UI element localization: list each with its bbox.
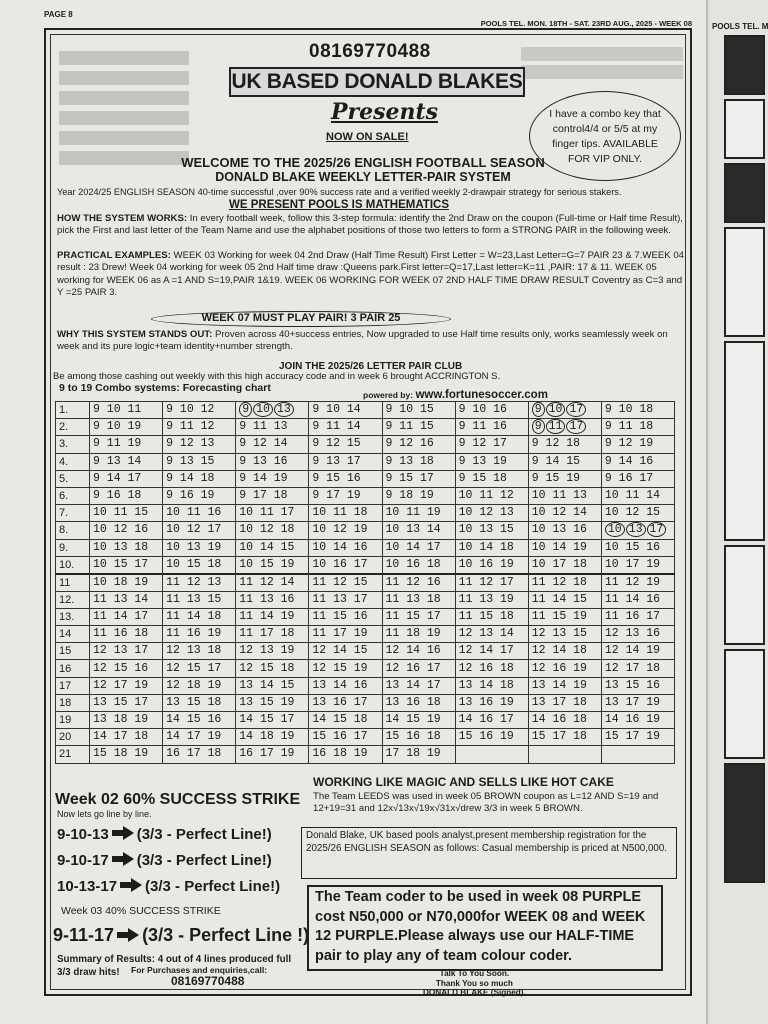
- chart-row: [56, 712, 675, 729]
- chart-cell: 11 15 19: [528, 608, 601, 625]
- chart-cell: 9 15 19: [528, 470, 601, 487]
- chart-cell: 9 10 11: [90, 402, 163, 419]
- chart-cell: 10 11 17: [236, 505, 309, 522]
- chart-cell: 11 16 18: [90, 626, 163, 643]
- chart-cell: 11 13 17: [309, 591, 382, 608]
- chart-cell: 9 15 16: [309, 470, 382, 487]
- chart-cell: 15 17 18: [528, 729, 601, 746]
- chart-row-number: 18: [56, 694, 90, 711]
- result-4-text: (3/3 - Perfect Line !): [142, 925, 310, 945]
- advert-title: UK BASED DONALD BLAKES: [229, 67, 525, 97]
- chart-cell: 12 13 14: [455, 626, 528, 643]
- circled-number: 13: [626, 522, 646, 537]
- chart-cell: 10 16 19: [455, 556, 528, 574]
- chart-cell: 10 11 16: [163, 505, 236, 522]
- chart-cell: 14 17 19: [163, 729, 236, 746]
- circled-number: 10: [253, 402, 273, 417]
- adjacent-ad-4: [724, 227, 765, 337]
- chart-row-number: 5.: [56, 470, 90, 487]
- leeds-example: The Team LEEDS was used in week 05 BROWN coupon as L=12 AND S=19 and 12+19=31 and 12x√13x√19x√31x√drew 3/3 in week 5 BROWN.: [313, 791, 659, 815]
- adjacent-page-header: POOLS TEL. M: [712, 22, 768, 31]
- membership-box: Donald Blake, UK based pools analyst,present membership registration for the 2025/26 ENGLISH SEASON as follows: Casual membership is priced at N500,000.: [301, 827, 677, 879]
- chart-cell: 9 14 16: [601, 453, 674, 470]
- chart-cell: 11 15 17: [382, 608, 455, 625]
- chart-cell: 10 14 18: [455, 539, 528, 556]
- cashing-line: Be among those cashing out weekly with this high accuracy code and in week 6 brought ACCRINGTON S.: [53, 371, 501, 382]
- signoff-line-2: Thank You so much: [435, 978, 513, 988]
- chart-cell: 9 11 15: [382, 419, 455, 436]
- powered-by: [363, 389, 548, 401]
- circled-number: 10: [605, 522, 625, 537]
- chart-cell: 12 16 19: [528, 660, 601, 677]
- chart-cell: [455, 746, 528, 763]
- why-text: Proven across 40+success entries, Now upgraded to use Half time results only, works seamlessly week on week and its pure logic+team identity+number strength.: [57, 329, 668, 353]
- chart-cell: 9 10 12: [163, 402, 236, 419]
- chart-cell: 10 14 16: [309, 539, 382, 556]
- arrow-icon: [112, 852, 134, 866]
- result-1-text: (3/3 - Perfect Line!): [136, 826, 272, 843]
- chart-cell: 10 11 18: [309, 505, 382, 522]
- chart-cell: 11 12 15: [309, 574, 382, 592]
- chart-cell: 13 14 17: [382, 677, 455, 694]
- phone-number-bottom: 08169770488: [171, 974, 245, 988]
- website-link[interactable]: www.fortunesoccer.com: [415, 389, 548, 401]
- chart-cell: 12 14 15: [309, 643, 382, 660]
- chart-cell: 11 13 19: [455, 591, 528, 608]
- chart-cell: 9 13 15: [163, 453, 236, 470]
- chart-cell: 10 12 18: [236, 522, 309, 539]
- why-label: WHY THIS SYSTEM STANDS OUT:: [57, 329, 213, 340]
- chart-cell: 13 18 19: [90, 712, 163, 729]
- chart-cell: 10 12 13: [455, 505, 528, 522]
- chart-row: [56, 556, 675, 574]
- chart-cell: 10 15 17: [90, 556, 163, 574]
- circled-number: 17: [566, 419, 586, 434]
- chart-cell: 10 13 15: [455, 522, 528, 539]
- chart-cell: 12 17 18: [601, 660, 674, 677]
- chart-row: [56, 402, 675, 419]
- chart-row-number: 7.: [56, 505, 90, 522]
- result-4-numbers: 9-11-17: [53, 925, 115, 945]
- chart-cell: 11 14 17: [90, 608, 163, 625]
- chart-cell: 13 14 16: [309, 677, 382, 694]
- chart-cell: 9 16 19: [163, 487, 236, 504]
- chart-cell: 11 13 16: [236, 591, 309, 608]
- result-3-text: (3/3 - Perfect Line!): [145, 878, 281, 895]
- chart-cell: 10 11 15: [90, 505, 163, 522]
- season-record: Year 2024/25 ENGLISH SEASON 40-time successful ,over 90% success rate and a verified weekly 2-drawpair strategy for serious stakers.: [57, 187, 622, 197]
- chart-cell: 12 15 16: [90, 660, 163, 677]
- chart-cell: 15 17 19: [601, 729, 674, 746]
- adjacent-ad-6: [724, 545, 765, 645]
- chart-cell: 9 14 19: [236, 470, 309, 487]
- chart-row-number: 8.: [56, 522, 90, 539]
- chart-cell: 10 11 13: [528, 487, 601, 504]
- now-on-sale: NOW ON SALE!: [326, 131, 409, 143]
- chart-cell: 13 16 17: [309, 694, 382, 711]
- chart-row: [56, 487, 675, 504]
- chart-cell: 10 15 19: [236, 556, 309, 574]
- circled-number: 10: [546, 402, 566, 417]
- chart-cell: 13 14 18: [455, 677, 528, 694]
- chart-cell: 13 14 19: [528, 677, 601, 694]
- result-line-3: [57, 877, 280, 895]
- chart-cell: 11 14 15: [528, 591, 601, 608]
- chart-cell: 11 18 19: [382, 626, 455, 643]
- chart-cell: 9 12 17: [455, 436, 528, 453]
- chart-cell: 16 17 18: [163, 746, 236, 763]
- chart-row-number: 1.: [56, 402, 90, 419]
- chart-cell: 12 13 18: [163, 643, 236, 660]
- maths-heading: WE PRESENT POOLS IS MATHEMATICS: [229, 199, 449, 211]
- signoff-line-3: DONALD BLAKE (Signed).: [423, 988, 526, 997]
- chart-row-number: 16: [56, 660, 90, 677]
- advert-frame: [44, 28, 692, 996]
- chart-cell: 15 16 18: [382, 729, 455, 746]
- chart-cell: 9 11 12: [163, 419, 236, 436]
- chart-cell: 9 12 14: [236, 436, 309, 453]
- chart-row: [56, 574, 675, 592]
- chart-cell: 11 14 18: [163, 608, 236, 625]
- chart-cell: 10 13 16: [528, 522, 601, 539]
- adjacent-ad-1: [724, 35, 765, 95]
- chart-row: [56, 436, 675, 453]
- chart-cell: 10 13 19: [163, 539, 236, 556]
- chart-cell-circled: [236, 402, 309, 419]
- welcome-heading: WELCOME TO THE 2025/26 ENGLISH FOOTBALL SEASON: [181, 155, 545, 170]
- chart-cell: 9 10 16: [455, 402, 528, 419]
- system-subtitle: DONALD BLAKE WEEKLY LETTER-PAIR SYSTEM: [215, 170, 511, 184]
- chart-cell: 9 12 15: [309, 436, 382, 453]
- result-2-numbers: 9-10-17: [57, 852, 109, 869]
- how-label: HOW THE SYSTEM WORKS:: [57, 213, 188, 224]
- chart-cell: 10 12 16: [90, 522, 163, 539]
- chart-cell: 14 15 18: [309, 712, 382, 729]
- circled-number: 9: [532, 402, 545, 417]
- chart-cell: 11 15 18: [455, 608, 528, 625]
- chart-cell: 11 13 15: [163, 591, 236, 608]
- chart-cell: 9 14 18: [163, 470, 236, 487]
- chart-cell: 9 12 16: [382, 436, 455, 453]
- magic-heading: WORKING LIKE MAGIC AND SELLS LIKE HOT CAKE: [313, 775, 614, 789]
- chart-cell: 11 16 19: [163, 626, 236, 643]
- chart-cell: 14 15 17: [236, 712, 309, 729]
- chart-cell: 10 16 18: [382, 556, 455, 574]
- chart-cell: 15 16 19: [455, 729, 528, 746]
- chart-cell: 9 16 18: [90, 487, 163, 504]
- chart-cell: 10 13 14: [382, 522, 455, 539]
- chart-cell: 12 15 19: [309, 660, 382, 677]
- team-coder-box: The Team coder to be used in week 08 PURPLE cost N50,000 or N70,000for WEEK 08 and WEEK 12 PURPLE.Please always use our HALF-TIME pair to play any of team colour coder.: [307, 885, 663, 971]
- chart-row-number: 2.: [56, 419, 90, 436]
- chart-cell: 9 13 16: [236, 453, 309, 470]
- chart-cell: 12 13 19: [236, 643, 309, 660]
- chart-cell: 11 13 14: [90, 591, 163, 608]
- chart-row: [56, 694, 675, 711]
- chart-cell: 9 12 18: [528, 436, 601, 453]
- presents-heading: Presents: [331, 99, 439, 125]
- chart-cell: 14 16 18: [528, 712, 601, 729]
- chart-cell: 15 16 17: [309, 729, 382, 746]
- chart-row: [56, 660, 675, 677]
- chart-row-number: 13.: [56, 608, 90, 625]
- chart-cell: 9 17 19: [309, 487, 382, 504]
- arrow-icon: [120, 878, 142, 892]
- chart-cell: 9 13 14: [90, 453, 163, 470]
- chart-row: [56, 677, 675, 694]
- chart-cell: 13 17 18: [528, 694, 601, 711]
- chart-cell: 12 13 15: [528, 626, 601, 643]
- chart-row: [56, 419, 675, 436]
- chart-cell: 11 12 13: [163, 574, 236, 592]
- purchase-note: For Purchases and enquiries,call:: [131, 965, 268, 975]
- chart-cell: 11 14 16: [601, 591, 674, 608]
- chart-cell: 12 14 16: [382, 643, 455, 660]
- adjacent-ad-5: [724, 341, 765, 541]
- chart-cell: 9 11 16: [455, 419, 528, 436]
- chart-row-number: 6.: [56, 487, 90, 504]
- result-2-text: (3/3 - Perfect Line!): [136, 852, 272, 869]
- chart-cell: 10 12 17: [163, 522, 236, 539]
- chart-cell: 9 17 18: [236, 487, 309, 504]
- chart-cell: 13 16 19: [455, 694, 528, 711]
- how-it-works: [57, 213, 687, 238]
- chart-cell: 11 12 19: [601, 574, 674, 592]
- join-club-heading: JOIN THE 2025/26 LETTER PAIR CLUB: [279, 361, 463, 372]
- chart-cell: 10 11 19: [382, 505, 455, 522]
- chart-row-number: 19: [56, 712, 90, 729]
- chart-cell: 9 13 17: [309, 453, 382, 470]
- chart-cell-circled: [601, 522, 674, 539]
- chart-cell: 9 14 15: [528, 453, 601, 470]
- week02-strike: Week 02 60% SUCCESS STRIKE: [55, 791, 301, 808]
- chart-row-number: 12.: [56, 591, 90, 608]
- chart-row-number: 9.: [56, 539, 90, 556]
- why-it-stands-out: [57, 329, 687, 354]
- chart-cell: 9 14 17: [90, 470, 163, 487]
- chart-row: [56, 591, 675, 608]
- chart-row-number: 21: [56, 746, 90, 763]
- week07-must-play: WEEK 07 MUST PLAY PAIR! 3 PAIR 25: [151, 311, 451, 327]
- vip-bubble: I have a combo key that control4/4 or 5/5 at my finger tips. AVAILABLE FOR VIP ONLY.: [529, 91, 681, 181]
- chart-cell: 13 15 16: [601, 677, 674, 694]
- chart-cell: 9 18 19: [382, 487, 455, 504]
- forecasting-chart: [55, 401, 675, 764]
- circled-number: 9: [239, 402, 252, 417]
- adjacent-ad-7: [724, 649, 765, 759]
- chart-cell: 12 16 17: [382, 660, 455, 677]
- chart-cell: 9 16 17: [601, 470, 674, 487]
- chart-cell: 16 17 19: [236, 746, 309, 763]
- adjacent-ad-2: [724, 99, 765, 159]
- chart-cell: 11 12 17: [455, 574, 528, 592]
- chart-row: [56, 729, 675, 746]
- chart-row: [56, 453, 675, 470]
- chart-cell: 10 18 19: [90, 574, 163, 592]
- chart-cell: 9 10 14: [309, 402, 382, 419]
- examples-text: WEEK 03 Working for week 04 2nd Draw (Half Time Result) First Letter = W=23,Last Letter=G=7 PAIR 23 & 7.WEEK 04 result : 23 Drew! Week 04 working for week 05 2nd Half time draw :Queens park.First letter=Q=17,Last letter=K=11 ,PAIR: 17 & 11. WEEK 05 working for WEEK 06 as A =1 AND S=19,PAIR 1&19. WEEK 06 WORKING FOR WEEK 07 2ND HALF TIME DRAW RESULT Coventry as C=3 and Y =25 PAIR 3.: [57, 250, 685, 299]
- chart-cell: 12 15 18: [236, 660, 309, 677]
- chart-cell: 14 15 19: [382, 712, 455, 729]
- signoff: [423, 969, 526, 998]
- chart-row: [56, 539, 675, 556]
- chart-cell: [528, 746, 601, 763]
- chart-row: [56, 626, 675, 643]
- powered-label: powered by:: [363, 390, 414, 400]
- circled-number: 9: [532, 419, 545, 434]
- chart-cell: 12 13 17: [90, 643, 163, 660]
- result-line-2: [57, 851, 272, 869]
- arrow-icon: [112, 826, 134, 840]
- chart-cell: 9 13 19: [455, 453, 528, 470]
- chart-row: [56, 470, 675, 487]
- chart-cell: 13 17 19: [601, 694, 674, 711]
- chart-cell: 12 17 19: [90, 677, 163, 694]
- chart-cell: 10 16 17: [309, 556, 382, 574]
- chart-cell: 12 13 16: [601, 626, 674, 643]
- chart-cell: 9 10 18: [601, 402, 674, 419]
- chart-cell: 11 17 19: [309, 626, 382, 643]
- chart-cell: 11 14 19: [236, 608, 309, 625]
- chart-cell: 11 12 18: [528, 574, 601, 592]
- page-header: [0, 0, 706, 28]
- result-line-4: [53, 925, 309, 946]
- chart-row-number: 20: [56, 729, 90, 746]
- chart-cell: 9 12 13: [163, 436, 236, 453]
- adjacent-ad-3: [724, 163, 765, 223]
- chart-cell: 9 10 15: [382, 402, 455, 419]
- chart-cell: 13 16 18: [382, 694, 455, 711]
- circled-number: 17: [566, 402, 586, 417]
- chart-cell: 9 11 13: [236, 419, 309, 436]
- chart-cell: 14 17 18: [90, 729, 163, 746]
- chart-cell: 9 11 19: [90, 436, 163, 453]
- chart-cell: 13 15 19: [236, 694, 309, 711]
- chart-cell: 13 15 17: [90, 694, 163, 711]
- combo-chart-title: 9 to 19 Combo systems: Forecasting chart: [59, 382, 271, 394]
- chart-row: [56, 505, 675, 522]
- chart-cell: 10 11 12: [455, 487, 528, 504]
- adjacent-ad-8: [724, 763, 765, 883]
- chart-cell: 10 15 18: [163, 556, 236, 574]
- bleed-through-right: [521, 43, 683, 87]
- chart-cell: 15 18 19: [90, 746, 163, 763]
- signoff-line-1: Talk To You Soon.: [439, 969, 510, 978]
- chart-cell: 17 18 19: [382, 746, 455, 763]
- examples-label: PRACTICAL EXAMPLES:: [57, 250, 171, 261]
- page-number: PAGE 8: [44, 10, 73, 19]
- results-summary: Summary of Results: 4 out of 4 lines produced full 3/3 draw hits!: [57, 954, 292, 978]
- chart-cell: 9 15 17: [382, 470, 455, 487]
- week03-strike: Week 03 40% SUCCESS STRIKE: [61, 905, 221, 917]
- chart-cell: 13 15 18: [163, 694, 236, 711]
- chart-cell: 11 15 16: [309, 608, 382, 625]
- circled-number: 13: [274, 402, 294, 417]
- chart-cell: 9 12 19: [601, 436, 674, 453]
- chart-row-number: 14: [56, 626, 90, 643]
- chart-cell: 10 15 16: [601, 539, 674, 556]
- page-dateline: POOLS TEL. MON. 18TH - SAT. 23RD AUG., 2025 - WEEK 08: [480, 19, 692, 28]
- chart-row: [56, 522, 675, 539]
- chart-cell: 12 14 17: [455, 643, 528, 660]
- chart-cell: 13 14 15: [236, 677, 309, 694]
- chart-cell: 9 11 14: [309, 419, 382, 436]
- chart-cell: 11 12 14: [236, 574, 309, 592]
- chart-cell: 10 12 14: [528, 505, 601, 522]
- chart-cell: 12 15 17: [163, 660, 236, 677]
- chart-cell: 12 14 18: [528, 643, 601, 660]
- chart-cell: 12 16 18: [455, 660, 528, 677]
- practical-examples: [57, 250, 687, 300]
- chart-cell: 10 17 19: [601, 556, 674, 574]
- chart-cell: 9 11 18: [601, 419, 674, 436]
- chart-row-number: 3.: [56, 436, 90, 453]
- chart-cell: 10 14 17: [382, 539, 455, 556]
- result-3-numbers: 10-13-17: [57, 878, 118, 895]
- circled-number: 17: [647, 522, 667, 537]
- line-by-line-note: Now lets go line by line.: [57, 809, 152, 819]
- chart-cell: 10 17 18: [528, 556, 601, 574]
- chart-cell: 11 12 16: [382, 574, 455, 592]
- chart-cell: 11 17 18: [236, 626, 309, 643]
- chart-cell: 10 11 14: [601, 487, 674, 504]
- chart-cell: 14 16 19: [601, 712, 674, 729]
- phone-number-top: 08169770488: [309, 41, 431, 62]
- chart-cell: 16 18 19: [309, 746, 382, 763]
- circled-number: 11: [546, 419, 566, 434]
- chart-cell: 12 18 19: [163, 677, 236, 694]
- chart-cell: 10 13 18: [90, 539, 163, 556]
- chart-row-number: 10.: [56, 556, 90, 574]
- chart-cell: 9 10 19: [90, 419, 163, 436]
- chart-row: [56, 608, 675, 625]
- chart-row-number: 11: [56, 574, 90, 592]
- chart-cell-circled: [528, 419, 601, 436]
- chart-cell: 9 15 18: [455, 470, 528, 487]
- result-line-1: [57, 825, 272, 843]
- chart-cell: 9 13 18: [382, 453, 455, 470]
- chart-cell: 14 15 16: [163, 712, 236, 729]
- chart-row-number: 4.: [56, 453, 90, 470]
- advert-inner-frame: [50, 34, 686, 997]
- chart-row: [56, 746, 675, 763]
- chart-cell: 10 14 15: [236, 539, 309, 556]
- chart-row-number: 15: [56, 643, 90, 660]
- chart-cell: 10 12 19: [309, 522, 382, 539]
- chart-cell: 14 16 17: [455, 712, 528, 729]
- chart-cell: 12 14 19: [601, 643, 674, 660]
- arrow-icon: [117, 928, 139, 942]
- chart-cell-circled: [528, 402, 601, 419]
- how-text: In every football week, follow this 3-step formula: identify the 2nd Draw on the coupon (Full-time or Half time Result), pick the First and last letter of the Team Name and use the alphabet positions of those two letters to form a STRONG PAIR in the following week.: [57, 213, 683, 237]
- chart-cell: [601, 746, 674, 763]
- chart-cell: 10 14 19: [528, 539, 601, 556]
- chart-row: [56, 643, 675, 660]
- adjacent-page: [706, 0, 768, 1024]
- chart-cell: 10 12 15: [601, 505, 674, 522]
- chart-cell: 11 16 17: [601, 608, 674, 625]
- chart-cell: 14 18 19: [236, 729, 309, 746]
- chart-row-number: 17: [56, 677, 90, 694]
- result-1-numbers: 9-10-13: [57, 826, 109, 843]
- chart-cell: 11 13 18: [382, 591, 455, 608]
